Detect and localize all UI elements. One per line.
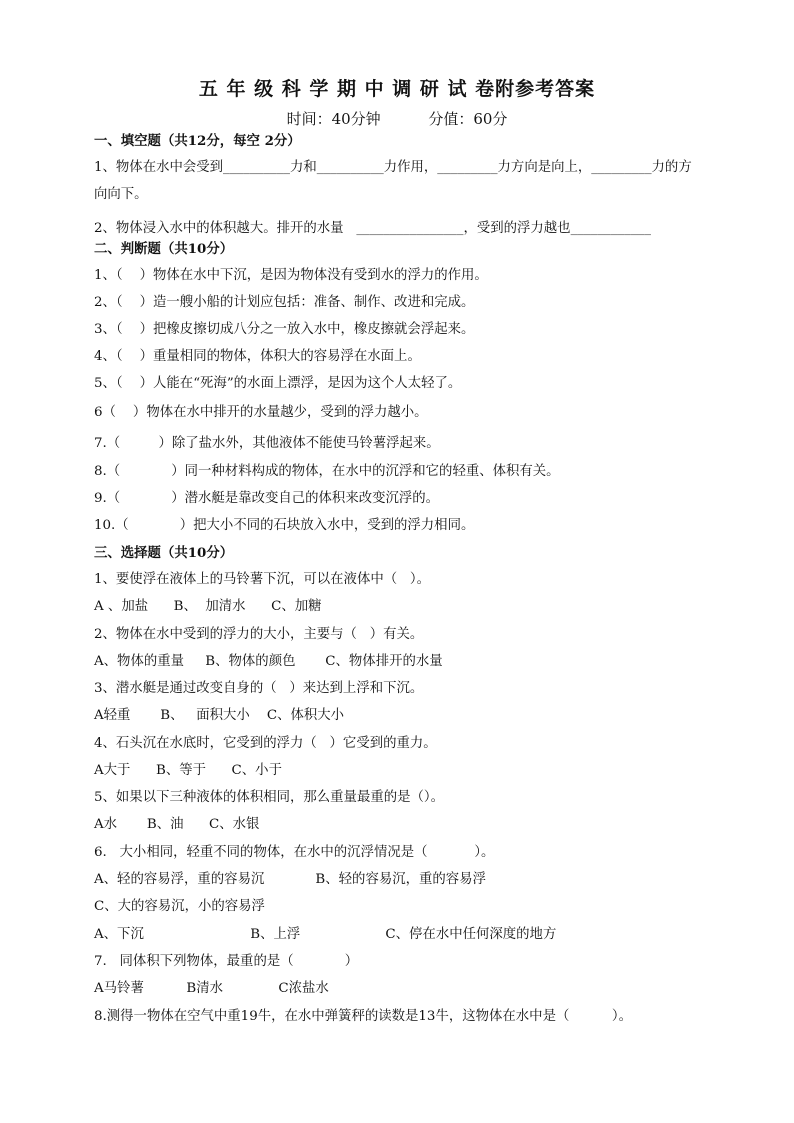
true-false-item: 5、（ ）人能在“死海”的水面上漂浮，是因为这个人太轻了。: [94, 376, 462, 391]
choice-options: A、物体的重量 B、物体的颜色 C、物体排开的水量: [94, 654, 443, 669]
fill-in-question-2: 2、物体浸入水中的体积越大。排开的水量 ________________，受到的浮力越也____________: [94, 221, 651, 236]
choice-question: 6. 大小相同，轻重不同的物体，在水中的沉浮情况是（ ）。: [94, 845, 495, 860]
true-false-item: 3、（ ）把橡皮擦切成八分之一放入水中，橡皮擦就会浮起来。: [94, 322, 475, 337]
choice-options: A轻重 B、 面积大小 C、体积大小: [94, 708, 345, 723]
true-false-item: 7.（ ）除了盐水外，其他液体不能使马铃薯浮起来。: [94, 436, 440, 451]
fill-in-question-1-line-2: 向向下。: [94, 187, 148, 202]
choice-options: A大于 B、等于 C、小于: [94, 763, 282, 778]
true-false-item: 2、（ ）造一艘小船的计划应包括：准备、制作、改进和完成。: [94, 295, 475, 310]
choice-question: 7. 同体积下列物体，最重的是（ ）: [94, 954, 359, 969]
choice-question: 8.测得一物体在空气中重19牛，在水中弹簧秤的读数是13牛，这物体在水中是（ ）。: [94, 1009, 632, 1024]
choice-question: 2、物体在水中受到的浮力的大小，主要与（ ）有关。: [94, 627, 424, 642]
section-heading-multiple-choice: 三、选择题（共10分）: [94, 545, 234, 561]
true-false-item: 6（ ）物体在水中排开的水量越少，受到的浮力越小。: [94, 405, 428, 420]
true-false-item: 9.（ ）潜水艇是靠改变自己的体积来改变沉浮的。: [94, 491, 440, 506]
choice-options: A马铃薯 B清水 C浓盐水: [94, 981, 329, 996]
section-heading-fill-in: 一、填空题（共12分，每空 2分）: [94, 133, 301, 149]
page-title: 五 年 级 科 学 期 中 调 研 试 卷附参考答案: [198, 78, 596, 100]
true-false-item: 4、（ ）重量相同的物体，体积大的容易浮在水面上。: [94, 349, 421, 364]
choice-options: A、下沉 B、上浮 C、停在水中任何深度的地方: [94, 927, 557, 942]
true-false-item: 10.（ ）把大小不同的石块放入水中，受到的浮力相同。: [94, 518, 475, 533]
choice-question: 1、要使浮在液体上的马铃薯下沉，可以在液体中（ ）。: [94, 572, 430, 587]
choice-options: A水 B、油 C、水银: [94, 817, 260, 832]
choice-question: 3、潜水艇是通过改变自身的（ ）来达到上浮和下沉。: [94, 681, 424, 696]
choice-question: 5、如果以下三种液体的体积相同，那么重量最重的是（）。: [94, 790, 444, 805]
choice-question: 4、石头沉在水底时，它受到的浮力（ ）它受到的重力。: [94, 736, 437, 751]
choice-options: C、大的容易沉，小的容易浮: [94, 899, 265, 914]
choice-options: A 、加盐 B、 加清水 C、加糖: [94, 599, 322, 614]
fill-in-question-1-line-1: 1、物体在水中会受到__________力和__________力作用，_________力方向是向上，_________力的方: [94, 160, 692, 175]
choice-options: A、轻的容易浮，重的容易沉 B、轻的容易沉，重的容易浮: [94, 872, 486, 887]
true-false-item: 1、（ ）物体在水中下沉，是因为物体没有受到水的浮力的作用。: [94, 268, 488, 283]
exam-time-score: 时间：40分钟 分值：60分: [286, 110, 508, 128]
true-false-item: 8.（ ）同一种材料构成的物体，在水中的沉浮和它的轻重、体积有关。: [94, 464, 560, 479]
section-heading-true-false: 二、判断题（共10分）: [94, 241, 234, 257]
